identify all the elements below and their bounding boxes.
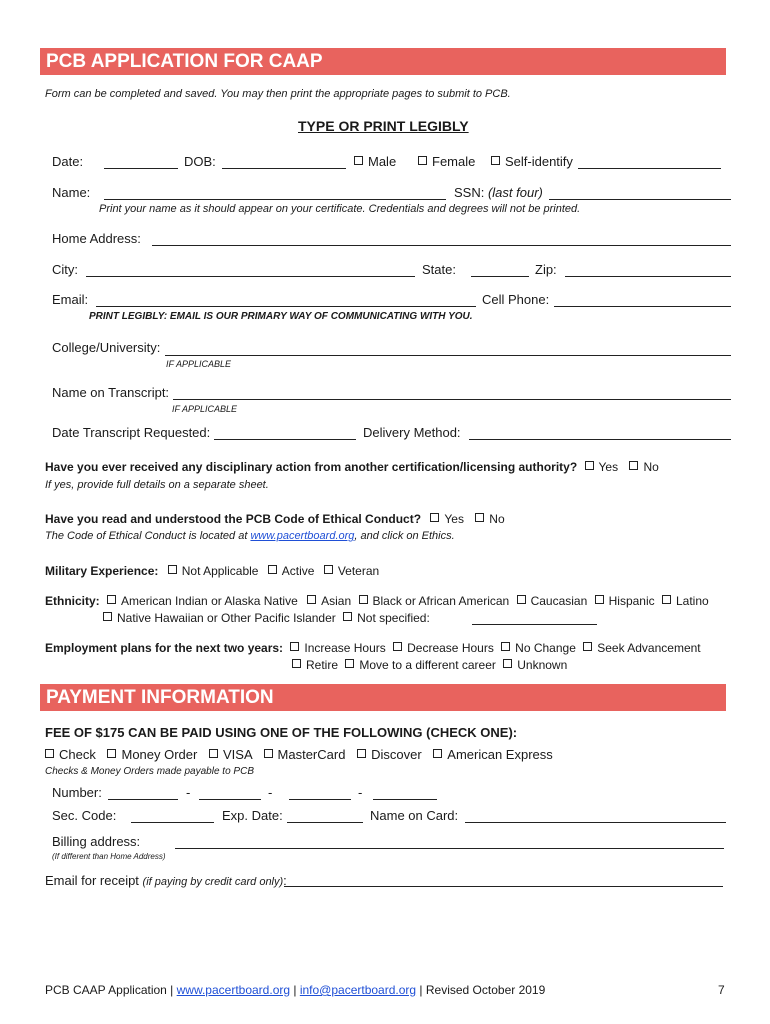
method-money-order[interactable]: Money Order: [107, 747, 197, 762]
employment-move-career[interactable]: Move to a different career: [345, 658, 496, 672]
footer-site-link[interactable]: www.pacertboard.org: [176, 983, 291, 997]
name-field[interactable]: [104, 199, 446, 200]
checkbox-icon[interactable]: [433, 749, 442, 758]
sec-code-field[interactable]: [131, 822, 214, 823]
checkbox-icon[interactable]: [45, 749, 54, 758]
military-not-applicable[interactable]: Not Applicable: [168, 564, 259, 578]
transcript-name-label: Name on Transcript:: [52, 385, 170, 400]
disciplinary-note: If yes, provide full details on a separate sheet.: [45, 479, 269, 491]
checkbox-icon[interactable]: [103, 612, 112, 621]
ethnicity-asian[interactable]: Asian: [307, 594, 351, 608]
payable-note: Checks & Money Orders made payable to PCB: [45, 766, 254, 777]
ethics-no-checkbox[interactable]: [475, 513, 484, 522]
transcript-date-label: Date Transcript Requested:: [52, 425, 211, 440]
checkbox-icon[interactable]: [168, 565, 177, 574]
checkbox-icon[interactable]: [264, 749, 273, 758]
email-field[interactable]: [96, 306, 476, 307]
college-if-applicable: IF APPLICABLE: [166, 359, 232, 369]
ethics-question: Have you read and understood the PCB Code of Ethical Conduct? Yes No: [45, 512, 505, 526]
ethics-link[interactable]: www.pacertboard.org: [250, 530, 355, 542]
checkbox-icon[interactable]: [107, 595, 116, 604]
employment-seek-advancement[interactable]: Seek Advancement: [583, 641, 700, 655]
method-visa[interactable]: VISA: [209, 747, 252, 762]
date-label: Date:: [52, 154, 84, 169]
page-number: 7: [718, 983, 725, 997]
city-field[interactable]: [86, 276, 415, 277]
checkbox-icon[interactable]: [268, 565, 277, 574]
male-option[interactable]: Male: [354, 154, 396, 169]
billing-note: (If different than Home Address): [52, 852, 166, 861]
checkbox-icon[interactable]: [357, 749, 366, 758]
name-on-card-field[interactable]: [465, 822, 726, 823]
transcript-if-applicable: IF APPLICABLE: [172, 404, 238, 414]
dob-label: DOB:: [184, 154, 216, 169]
college-label: College/University:: [52, 340, 161, 355]
email-note: PRINT LEGIBLY: EMAIL IS OUR PRIMARY WAY OF COMMUNICATING WITH YOU.: [89, 311, 473, 322]
card-number-part-4[interactable]: [373, 799, 437, 800]
checkbox-icon[interactable]: [595, 595, 604, 604]
military-veteran[interactable]: Veteran: [324, 564, 379, 578]
zip-label: Zip:: [535, 262, 557, 277]
checkbox-icon[interactable]: [343, 612, 352, 621]
checkbox-icon[interactable]: [209, 749, 218, 758]
ethnicity-caucasian[interactable]: Caucasian: [517, 594, 588, 608]
ethics-yes-checkbox[interactable]: [430, 513, 439, 522]
method-check[interactable]: Check: [45, 747, 96, 762]
ethnicity-not-specified[interactable]: Not specified:: [343, 611, 430, 625]
card-number-dash: -: [268, 785, 273, 800]
employment-retire[interactable]: Retire: [292, 658, 338, 672]
ethics-yes[interactable]: Yes: [430, 512, 464, 526]
self-identify-checkbox[interactable]: [491, 156, 500, 165]
receipt-email-label: Email for receipt (if paying by credit card only):: [45, 873, 287, 888]
checkbox-icon[interactable]: [324, 565, 333, 574]
disciplinary-question: Have you ever received any disciplinary action from another certification/licensing authority? Yes No: [45, 460, 659, 474]
checkbox-icon[interactable]: [292, 659, 301, 668]
employment-row-1: Employment plans for the next two years: Increase Hours Decrease Hours No Change Seek Advancement: [45, 641, 701, 655]
card-number-label: Number:: [52, 785, 102, 800]
checkbox-icon[interactable]: [662, 595, 671, 604]
card-number-dash: -: [358, 785, 363, 800]
ethnicity-american-indian[interactable]: American Indian or Alaska Native: [107, 594, 298, 608]
checkbox-icon[interactable]: [393, 642, 402, 651]
footer-email-link[interactable]: info@pacertboard.org: [299, 983, 417, 997]
ethnicity-not-specified-field[interactable]: [472, 624, 597, 625]
military-row: Military Experience: Not Applicable Active Veteran: [45, 564, 380, 578]
employment-unknown[interactable]: Unknown: [503, 658, 567, 672]
card-number-part-3[interactable]: [289, 799, 351, 800]
receipt-email-field[interactable]: [284, 886, 723, 887]
home-address-label: Home Address:: [52, 231, 141, 246]
ethics-no[interactable]: No: [475, 512, 504, 526]
billing-address-label: Billing address:: [52, 834, 141, 849]
form-title: PCB APPLICATION FOR CAAP: [46, 51, 323, 72]
state-label: State:: [422, 262, 456, 277]
footer: PCB CAAP Application | www.pacertboard.org | info@pacertboard.org | Revised October 2019: [45, 983, 546, 997]
employment-increase-hours[interactable]: Increase Hours: [290, 641, 385, 655]
ethnicity-hispanic[interactable]: Hispanic: [595, 594, 655, 608]
billing-address-field[interactable]: [175, 848, 724, 849]
ethnicity-black[interactable]: Black or African American: [359, 594, 510, 608]
dob-field[interactable]: [222, 168, 346, 169]
method-american-express[interactable]: American Express: [433, 747, 552, 762]
ethnicity-latino[interactable]: Latino: [662, 594, 709, 608]
male-checkbox[interactable]: [354, 156, 363, 165]
disciplinary-yes[interactable]: Yes: [585, 460, 619, 474]
payment-methods: [45, 747, 553, 762]
female-option[interactable]: Female: [418, 154, 475, 169]
ssn-label: SSN: (last four): [454, 185, 543, 200]
checkbox-icon[interactable]: [359, 595, 368, 604]
city-label: City:: [52, 262, 78, 277]
checkbox-icon[interactable]: [107, 749, 116, 758]
fee-heading: FEE OF $175 CAN BE PAID USING ONE OF THE FOLLOWING (CHECK ONE):: [45, 725, 518, 740]
cell-phone-label: Cell Phone:: [482, 292, 550, 307]
checkbox-icon[interactable]: [307, 595, 316, 604]
employment-decrease-hours[interactable]: Decrease Hours: [393, 641, 494, 655]
checkbox-icon[interactable]: [501, 642, 510, 651]
military-active[interactable]: Active: [268, 564, 315, 578]
legibly-heading: TYPE OR PRINT LEGIBLY: [298, 118, 469, 134]
card-number-dash: -: [186, 785, 191, 800]
date-field[interactable]: [104, 168, 178, 169]
disciplinary-no-checkbox[interactable]: [629, 461, 638, 470]
ethnicity-row-1: Ethnicity: American Indian or Alaska Native Asian Black or African American Caucasian Hispanic Latino: [45, 594, 709, 608]
transcript-name-field[interactable]: [173, 399, 731, 400]
name-note: Print your name as it should appear on your certificate. Credentials and degrees will not be printed.: [99, 203, 581, 215]
checkbox-icon[interactable]: [290, 642, 299, 651]
form-title-banner: [40, 48, 726, 75]
employment-row-2: [292, 658, 567, 672]
payment-title: PAYMENT INFORMATION: [46, 687, 274, 708]
checkbox-icon[interactable]: [583, 642, 592, 651]
transcript-date-field[interactable]: [214, 439, 356, 440]
sec-code-label: Sec. Code:: [52, 808, 117, 823]
payment-banner: [40, 684, 726, 711]
ethnicity-row-2: [103, 611, 430, 625]
home-address-field[interactable]: [152, 245, 731, 246]
cell-phone-field[interactable]: [554, 306, 731, 307]
card-number-part-1[interactable]: [108, 799, 178, 800]
delivery-method-label: Delivery Method:: [363, 425, 461, 440]
name-label: Name:: [52, 185, 91, 200]
email-label: Email:: [52, 292, 89, 307]
ethnicity-native-hawaiian[interactable]: Native Hawaiian or Other Pacific Islander: [103, 611, 336, 625]
self-identify-field[interactable]: [578, 168, 721, 169]
card-number-part-2[interactable]: [199, 799, 261, 800]
name-on-card-label: Name on Card:: [370, 808, 459, 823]
checkbox-icon[interactable]: [345, 659, 354, 668]
self-identify-option[interactable]: Self-identify: [491, 154, 573, 169]
delivery-method-field[interactable]: [469, 439, 731, 440]
ssn-field[interactable]: [549, 199, 731, 200]
exp-date-field[interactable]: [287, 822, 363, 823]
ethics-note: The Code of Ethical Conduct is located at www.pacertboard.org, and click on Ethics.: [45, 530, 455, 542]
checkbox-icon[interactable]: [517, 595, 526, 604]
method-mastercard[interactable]: MasterCard: [264, 747, 346, 762]
state-field[interactable]: [471, 276, 529, 277]
female-checkbox[interactable]: [418, 156, 427, 165]
checkbox-icon[interactable]: [503, 659, 512, 668]
college-field[interactable]: [165, 355, 731, 356]
disciplinary-yes-checkbox[interactable]: [585, 461, 594, 470]
zip-field[interactable]: [565, 276, 731, 277]
form-note: Form can be completed and saved. You may then print the appropriate pages to submit to PCB.: [45, 88, 511, 100]
exp-date-label: Exp. Date:: [222, 808, 283, 823]
disciplinary-no[interactable]: No: [629, 460, 658, 474]
method-discover[interactable]: Discover: [357, 747, 422, 762]
employment-no-change[interactable]: No Change: [501, 641, 576, 655]
